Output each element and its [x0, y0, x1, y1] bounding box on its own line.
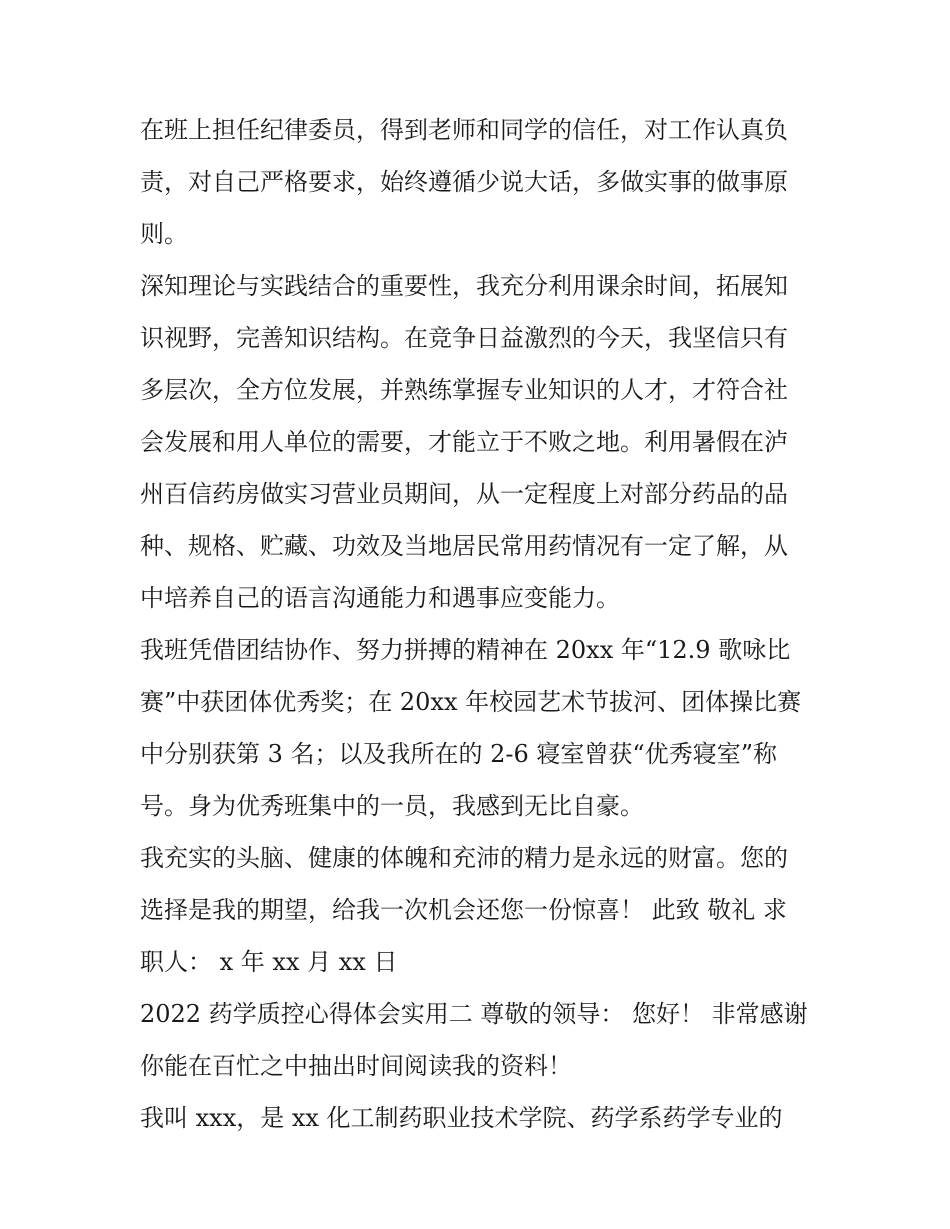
text-line: 在班上担任纪律委员，得到老师和同学的信任，对工作认真负 — [140, 116, 788, 144]
document-body — [140, 108, 820, 1148]
text-line: 会发展和用人单位的需要，才能立于不败之地。利用暑假在泸 — [140, 428, 788, 456]
text-line: 号。身为优秀班集中的一员，我感到无比自豪。 — [140, 792, 644, 820]
text-line: 多层次，全方位发展，并熟练掌握专业知识的人才，才符合社 — [140, 376, 788, 404]
text-line: 赛”中获团体优秀奖；在 20xx 年校园艺术节拔河、团体操比赛 — [140, 688, 802, 716]
text-line: 识视野，完善知识结构。在竞争日益激烈的今天，我坚信只有 — [140, 324, 788, 352]
text-line: 选择是我的期望，给我一次机会还您一份惊喜！ 此致 敬礼 求 — [140, 896, 787, 924]
text-line: 责，对自己严格要求，始终遵循少说大话，多做实事的做事原 — [140, 168, 788, 196]
text-line: 州百信药房做实习营业员期间，从一定程度上对部分药品的品 — [140, 480, 788, 508]
text-line: 我叫 xxx，是 xx 化工制药职业技术学院、药学系药学专业的 — [140, 1104, 783, 1132]
text-line: 深知理论与实践结合的重要性，我充分利用课余时间，拓展知 — [140, 272, 788, 300]
text-line: 则。 — [140, 220, 188, 248]
text-line: 中分别获第 3 名；以及我所在的 2-6 寝室曾获“优秀寝室”称 — [140, 740, 777, 768]
text-line: 职人： x 年 xx 月 xx 日 — [140, 948, 398, 976]
text-line: 我充实的头脑、健康的体魄和充沛的精力是永远的财富。您的 — [140, 844, 788, 872]
text-line: 种、规格、贮藏、功效及当地居民常用药情况有一定了解，从 — [140, 532, 788, 560]
text-line: 2022 药学质控心得体会实用二 尊敬的领导： 您好！ 非常感谢 — [140, 1000, 808, 1028]
text-line: 我班凭借团结协作、努力拼搏的精神在 20xx 年“12.9 歌咏比 — [140, 636, 791, 664]
text-line: 你能在百忙之中抽出时间阅读我的资料！ — [140, 1052, 572, 1080]
text-line: 中培养自己的语言沟通能力和遇事应变能力。 — [140, 584, 620, 612]
